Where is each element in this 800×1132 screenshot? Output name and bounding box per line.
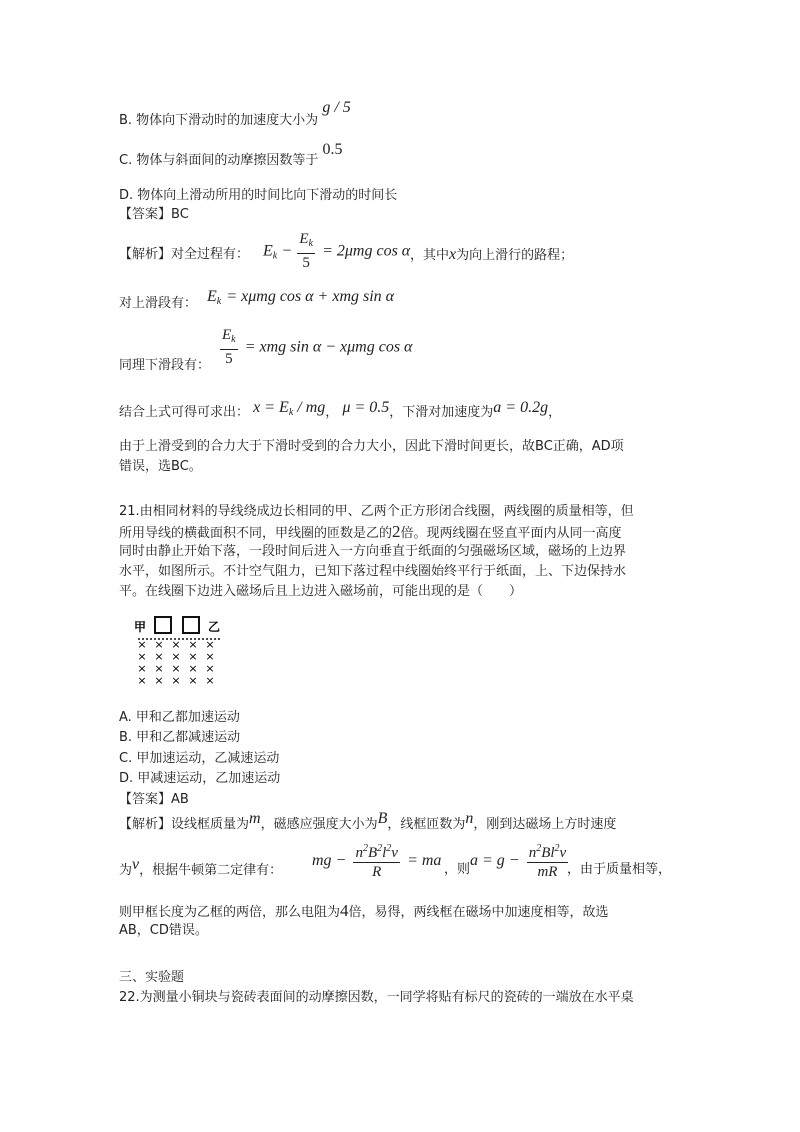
down-rhs: = xmg sin α − xμmg cos α	[244, 338, 413, 356]
field-cross: ×	[171, 650, 181, 663]
field-cross: ×	[171, 638, 181, 651]
frac-den: 5	[302, 255, 310, 271]
field-cross: ×	[188, 674, 198, 684]
q21-option-b: B. 甲和乙都减速运动	[119, 730, 241, 745]
q22-line1: 22.为测量小铜块与瓷砖表面间的动摩擦因数，一同学将贴有标尺的瓷砖的一端放在水平桌	[119, 990, 634, 1005]
eq1-rhs: = 2μmg cos α	[322, 242, 411, 260]
sep: ，	[325, 405, 339, 420]
equation-newton	[312, 840, 441, 881]
sub-k: k	[308, 238, 313, 249]
q21-option-c: C. 甲加速运动，乙减速运动	[119, 751, 280, 766]
field-cross: ×	[205, 674, 215, 684]
frac-num: E	[222, 327, 232, 343]
q21-option-d: D. 甲减速运动，乙加速运动	[119, 771, 281, 786]
field-cross: ×	[137, 650, 147, 663]
analysis-q20-line1	[119, 245, 249, 265]
combine-eq1	[253, 399, 325, 416]
var-b: B	[377, 810, 388, 827]
conclusion-line2: 错误，选BC。	[119, 459, 202, 474]
an2c: ，则	[444, 862, 471, 877]
combine-end: ，	[548, 405, 562, 420]
combine-eq3: a = 0.2g	[493, 399, 549, 416]
var-m: m	[249, 810, 261, 827]
an2a: 为	[119, 863, 133, 878]
an1b: ，磁感应强度大小为	[260, 817, 378, 832]
field-cross: ×	[188, 662, 198, 675]
fraction-force: $\frac{n^2B^2l^2v}{R}$	[353, 840, 400, 881]
option-d: D. 物体向上滑动所用的时间比向下滑动的时间长	[119, 188, 398, 203]
option-c-text: C. 物体与斜面间的动摩擦因数等于	[119, 153, 319, 168]
answer-q20: 【答案】BC	[119, 207, 189, 222]
field-cross: ×	[205, 638, 215, 651]
sub-k: k	[231, 334, 236, 345]
option-b-text: B. 物体向下滑动时的加速度大小为	[119, 113, 319, 128]
equation-full-process: $E_k$ − $\frac{E_k}{5}$ = 2μmg cos α	[263, 231, 411, 271]
q21-num-2: 2	[392, 522, 401, 541]
analysis-suffix	[410, 245, 573, 266]
suffix2: 为向上滑行的路程；	[456, 248, 574, 263]
field-cross: ×	[137, 638, 147, 651]
section-heading: 三、实验题	[119, 970, 185, 985]
field-cross: ×	[154, 650, 164, 663]
up-label: 对上滑段有：	[119, 296, 198, 311]
combine-label: 结合上式可得可求出：	[119, 405, 250, 420]
q21-line2a: 所用导线的横截面积不同，甲线圈的匝数是乙的	[119, 526, 393, 541]
q21-line3: 同时由静止开始下落，一段时间后进入一方向垂直于纸面的匀强磁场区域，磁场的上边界	[119, 544, 627, 559]
q21-line2	[119, 522, 622, 544]
option-b	[119, 99, 351, 131]
field-cross: ×	[154, 662, 164, 675]
sub-k: k	[272, 250, 278, 262]
q21-line4: 水平，如图所示。不计空气阻力，已知下落过程中线圈始终平行于纸面，上、下边保持水	[119, 564, 627, 579]
fraction-down	[220, 326, 238, 368]
up-rhs: = xμmg cos α + xmg sin α	[226, 288, 395, 305]
eqb-lhs: a = g −	[470, 852, 520, 869]
label-jia: 甲	[134, 620, 147, 634]
conclusion-line1: 由于上滑受到的合力大于下滑时受到的合力大小，因此下滑时间更长，故BC正确，AD项	[119, 439, 624, 454]
field-cross: ×	[154, 674, 164, 684]
q21-analysis-line4: AB，CD错误。	[119, 923, 208, 938]
equation-down	[218, 326, 412, 368]
equation-up	[207, 286, 394, 307]
label-yi: 乙	[208, 620, 221, 634]
var-x: x	[449, 246, 457, 263]
num-4: 4	[340, 901, 349, 920]
fraction-ek-5	[297, 230, 315, 272]
an1a: 【解析】设线框质量为	[119, 817, 250, 832]
down-label: 同理下滑段有：	[119, 358, 211, 373]
var-n: n	[465, 810, 474, 827]
eqa-rhs: = ma	[407, 852, 442, 869]
option-b-math: g / 5	[322, 99, 351, 116]
coil-yi	[183, 617, 199, 633]
field-cross: ×	[137, 674, 147, 684]
up-ek: E	[207, 288, 217, 305]
coil-jia	[155, 617, 171, 633]
field-cross: ×	[205, 662, 215, 675]
field-cross: ×	[154, 638, 164, 651]
q21-line1: 21.由相同材料的导线绕成边长相同的甲、乙两个正方形闭合线圈，两线圈的质量相等，但	[119, 504, 634, 519]
field-cross: ×	[137, 662, 147, 675]
eq-x-tail: / mg	[297, 399, 326, 416]
fraction-accel: $\frac{n^2Bl^2v}{mR}$	[527, 840, 569, 881]
option-c	[119, 141, 343, 171]
eqa-lhs: mg −	[312, 852, 347, 869]
frac-den-mr: mR	[537, 864, 558, 880]
an2d: ，由于质量相等，	[567, 862, 672, 877]
an3a: 则甲框长度为乙框的两倍，那么电阻为	[119, 905, 341, 920]
answer-q21: 【答案】AB	[119, 792, 189, 807]
q21-option-a: A. 甲和乙都加速运动	[119, 710, 240, 725]
q21-analysis-line2	[119, 856, 283, 881]
field-cross: ×	[171, 662, 181, 675]
magnetic-field-crosses	[137, 638, 214, 684]
sub-k: k	[288, 407, 294, 418]
equation-accel	[470, 840, 570, 881]
analysis-prefix: 【解析】对全过程有：	[119, 247, 250, 262]
combine-eq2: μ = 0.5	[342, 399, 390, 416]
field-cross: ×	[171, 674, 181, 684]
an3b: 倍，易得，两线框在磁场中加速度相等，故选	[348, 905, 609, 920]
q21-line5: 平。在线圈下边进入磁场后且上边进入磁场前，可能出现的是（ ）	[119, 584, 523, 599]
q21-analysis-line1	[119, 810, 617, 835]
frac-num: E	[299, 231, 309, 247]
an1d: ，刚到达磁场上方时速度	[473, 817, 617, 832]
an1c: ，线框匝数为	[387, 817, 466, 832]
field-cross: ×	[205, 650, 215, 663]
field-cross: ×	[188, 638, 198, 651]
suffix1: ，其中	[410, 248, 450, 263]
coil-field-figure	[128, 612, 228, 684]
field-cross: ×	[188, 650, 198, 663]
var-v: v	[132, 856, 140, 873]
eq-x: x = E	[253, 399, 289, 416]
an2b: ，根据牛顿第二定律有：	[139, 863, 283, 878]
frac-den-r: R	[372, 864, 382, 880]
q21-analysis-line3	[119, 901, 609, 923]
sub-k: k	[216, 296, 222, 307]
frac-den: 5	[225, 351, 233, 367]
combine-line	[119, 399, 562, 427]
combine-mid: ，下滑对加速度为	[389, 405, 494, 420]
eq-ek: E	[263, 242, 273, 260]
option-c-math: 0.5	[322, 141, 343, 158]
q21-line2b: 倍。现两线圈在竖直平面内从同一高度	[400, 526, 622, 541]
